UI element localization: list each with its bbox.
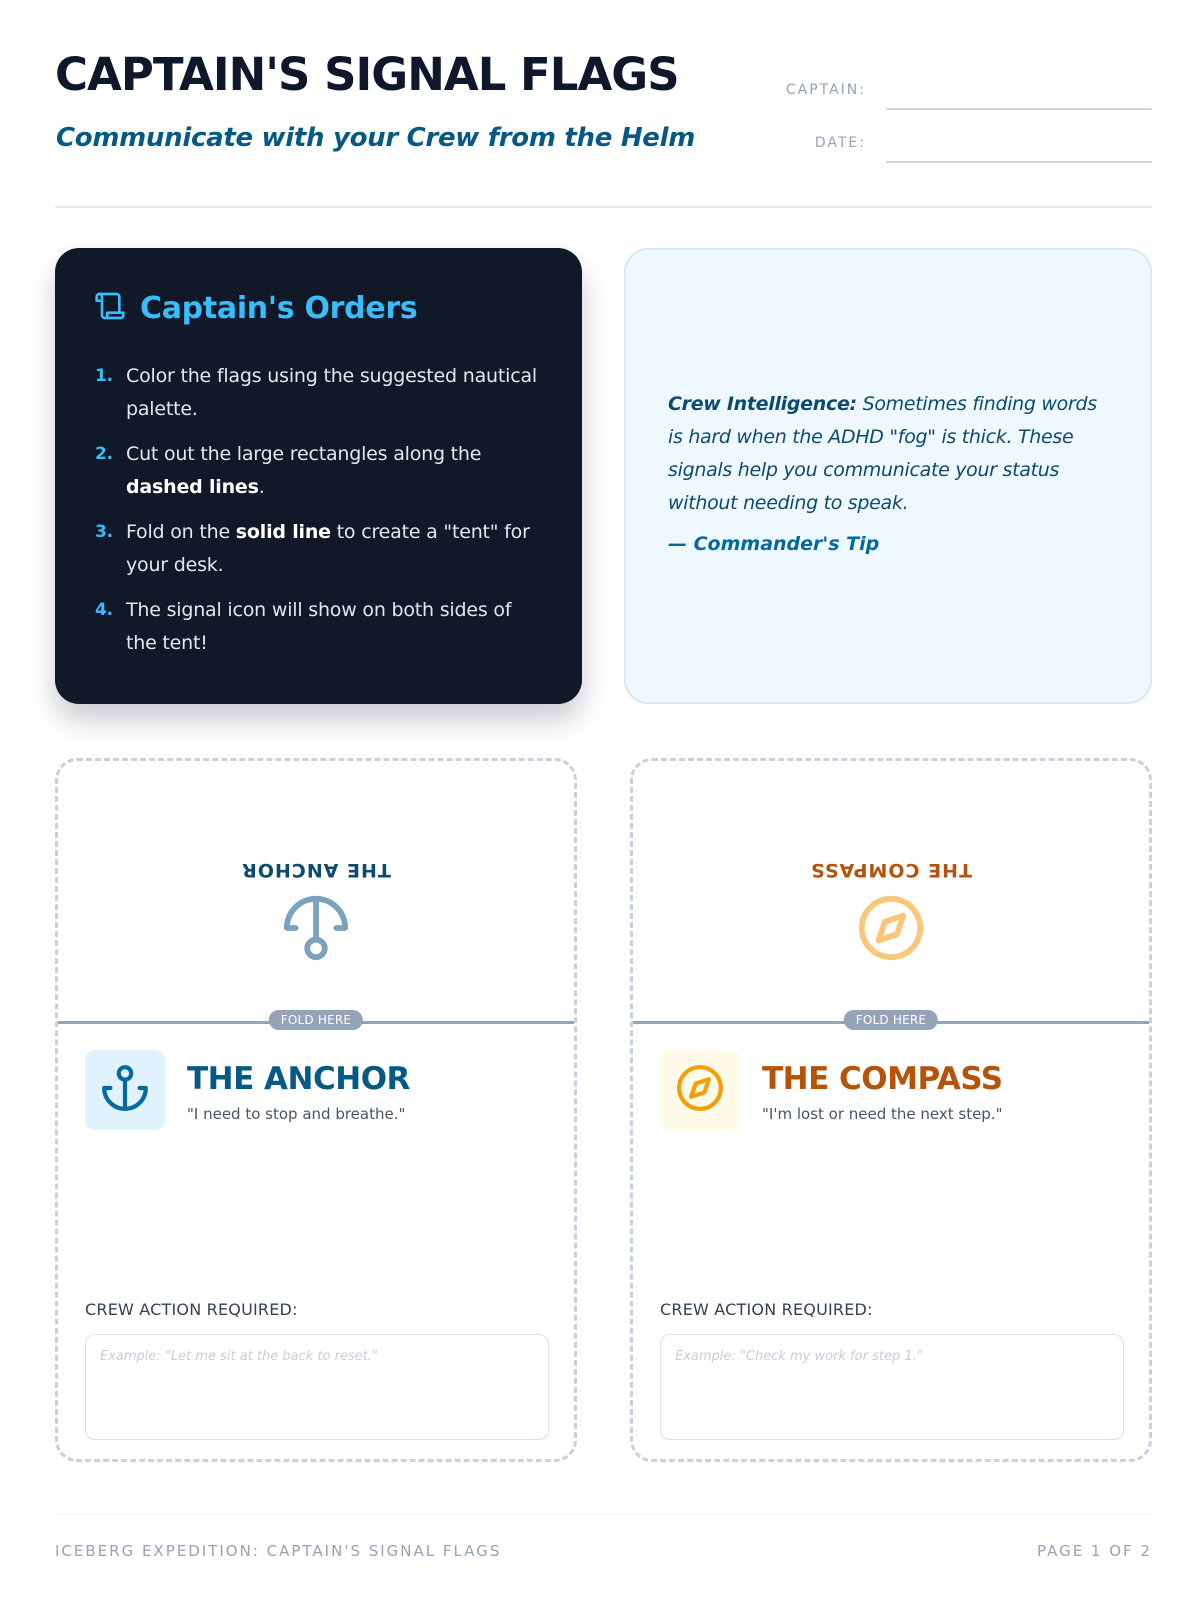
list-number: 4. bbox=[95, 600, 113, 620]
tip-panel bbox=[624, 248, 1152, 704]
compass-icon bbox=[675, 1063, 725, 1117]
flipped-title: THE ANCHOR bbox=[241, 859, 391, 881]
action-label: CREW ACTION REQUIRED: bbox=[660, 1300, 873, 1319]
list-text: Color the flags using the suggested nautical palette. bbox=[126, 365, 537, 420]
list-number: 2. bbox=[95, 444, 113, 464]
page-number: PAGE 1 OF 2 bbox=[1036, 1542, 1152, 1560]
anchor-card[interactable] bbox=[55, 758, 577, 1462]
orders-list bbox=[95, 360, 545, 672]
compass-card[interactable] bbox=[630, 758, 1152, 1462]
captain-field[interactable] bbox=[886, 108, 1152, 110]
crew-action-field[interactable]: Example: "Check my work for step 1." bbox=[660, 1334, 1124, 1440]
card-quote: "I need to stop and breathe." bbox=[187, 1105, 406, 1123]
page-subtitle: Communicate with your Crew from the Helm bbox=[56, 123, 696, 153]
list-item bbox=[95, 360, 545, 426]
anchor-icon bbox=[281, 889, 351, 963]
orders-header bbox=[94, 290, 417, 326]
list-number: 3. bbox=[95, 522, 113, 542]
list-text: The signal icon will show on both sides of the tent! bbox=[126, 599, 512, 654]
anchor-card-flipped bbox=[58, 761, 574, 1021]
list-item bbox=[95, 516, 545, 582]
list-item bbox=[95, 594, 545, 660]
list-emphasis: solid line bbox=[235, 521, 331, 543]
anchor-icon bbox=[100, 1063, 150, 1117]
compass-card-flipped bbox=[633, 761, 1149, 1021]
compass-badge bbox=[660, 1050, 740, 1130]
list-emphasis: dashed lines bbox=[126, 476, 259, 498]
crew-action-field[interactable]: Example: "Let me sit at the back to reset." bbox=[85, 1334, 549, 1440]
action-label: CREW ACTION REQUIRED: bbox=[85, 1300, 298, 1319]
footer-title: ICEBERG EXPEDITION: CAPTAIN'S SIGNAL FLAGS bbox=[55, 1542, 502, 1560]
card-title: THE COMPASS bbox=[762, 1061, 1003, 1097]
tip-body: Sometimes finding words is hard when the ADHD "fog" is thick. These signals help you communicate your status without needing to speak. bbox=[668, 393, 1097, 514]
card-title: THE ANCHOR bbox=[187, 1061, 410, 1097]
list-number: 1. bbox=[95, 366, 113, 386]
scroll-icon bbox=[94, 290, 126, 326]
footer-divider bbox=[55, 1514, 1152, 1515]
tip-text bbox=[668, 388, 1108, 520]
card-quote: "I'm lost or need the next step." bbox=[762, 1105, 1003, 1123]
compass-icon bbox=[856, 889, 926, 963]
orders-panel bbox=[55, 248, 582, 704]
list-text: Cut out the large rectangles along the bbox=[126, 443, 482, 465]
fold-label: FOLD HERE bbox=[269, 1010, 363, 1030]
tip-lead: Crew Intelligence: bbox=[668, 393, 857, 415]
list-text: Fold on the bbox=[126, 521, 236, 543]
page-title: CAPTAIN'S SIGNAL FLAGS bbox=[55, 48, 679, 101]
list-text: . bbox=[258, 476, 265, 498]
tip-signature: — Commander's Tip bbox=[668, 533, 880, 555]
date-field[interactable] bbox=[886, 161, 1152, 163]
header-divider bbox=[55, 206, 1152, 208]
orders-title: Captain's Orders bbox=[140, 290, 418, 326]
list-text: to create a "tent" for your desk. bbox=[126, 521, 530, 576]
flipped-title: THE COMPASS bbox=[810, 859, 972, 881]
list-item bbox=[95, 438, 545, 504]
captain-label: CAPTAIN: bbox=[785, 82, 866, 98]
anchor-badge bbox=[85, 1050, 165, 1130]
fold-label: FOLD HERE bbox=[844, 1010, 938, 1030]
date-label: DATE: bbox=[814, 135, 866, 151]
